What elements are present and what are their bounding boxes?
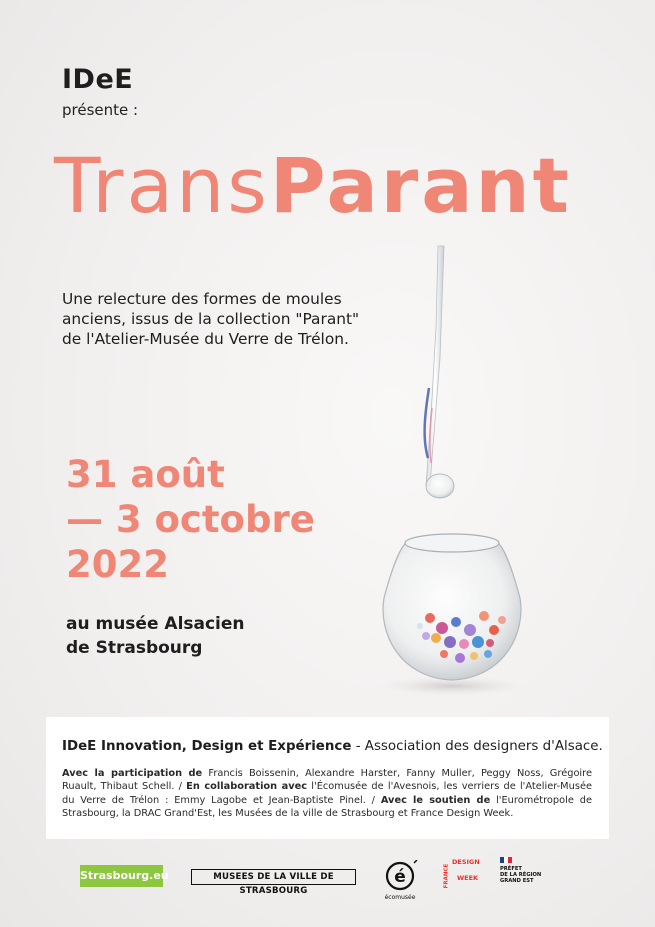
description-line: anciens, issus de la collection "Parant" (62, 310, 360, 328)
presents-label: présente : (62, 101, 139, 119)
glass-artwork-image (370, 238, 550, 698)
ecomusee-label: écomusée (384, 894, 416, 901)
ecomusee-logo (384, 860, 420, 904)
collaboration-text: l'Écomusée de l'Avesnois, les verriers de l'Atelier-Musée du Verre de Trélon : Emmy Lagobe et Jean-Baptiste Pinel. / (62, 781, 592, 806)
exhibition-venue (66, 612, 245, 660)
date-line: — 3 octobre (66, 498, 315, 541)
prefet-line: GRAND EST (500, 878, 534, 885)
participation-label: Avec la participation de (62, 768, 203, 779)
svg-text:é: é (394, 867, 406, 887)
prefet-region-logo (500, 857, 560, 901)
support-label: Avec le soutien de (380, 794, 491, 806)
title-part-trans: Trans (54, 141, 270, 230)
association-name: IDeE Innovation, Design et Expérience (62, 739, 352, 754)
exhibition-description (62, 289, 382, 349)
france-design-week-logo (443, 858, 480, 896)
collaboration-label: En collaboration avec (186, 781, 308, 793)
exhibition-dates (66, 452, 315, 587)
support-text: l'Eurométropole de Strasbourg, la DRAC Grand'Est, les Musées de la ville de Strasbourg et France Design Week. (62, 794, 592, 820)
ecomusee-icon (384, 860, 420, 904)
association-description: - Association des designers d'Alsace. (351, 739, 603, 754)
venue-line: au musée Alsacien (66, 614, 245, 634)
credits-panel (46, 717, 609, 839)
strasbourg-logo: Strasbourg.eu (80, 865, 163, 887)
date-line: 31 août (66, 453, 225, 496)
musees-strasbourg-logo: MUSEES DE LA VILLE DE STRASBOURG (191, 869, 356, 885)
french-flag-icon (500, 857, 512, 863)
participation-text: Francis Boissenin, Alexandre Harster, Fanny Muller, Peggy Noss, Grégoire Ruault, Thibaut Schell. / (62, 768, 592, 793)
fdw-design: DESIGN (452, 858, 480, 866)
organizer-name: IDeE (62, 64, 134, 95)
description-line: de l'Atelier-Musée du Verre de Trélon. (62, 330, 349, 348)
fdw-week: WEEK (457, 874, 479, 882)
date-line: 2022 (66, 543, 169, 586)
prefet-line: PRÉFET (500, 866, 522, 872)
prefet-line: DE LA RÉGION (500, 872, 542, 879)
exhibition-title (54, 141, 572, 230)
title-part-parant: Parant (269, 141, 572, 230)
association-line (62, 739, 603, 754)
fdw-france: FRANCE (443, 863, 450, 889)
description-line: Une relecture des formes de moules (62, 290, 342, 308)
credits-text (62, 767, 592, 821)
venue-line: de Strasbourg (66, 638, 203, 658)
